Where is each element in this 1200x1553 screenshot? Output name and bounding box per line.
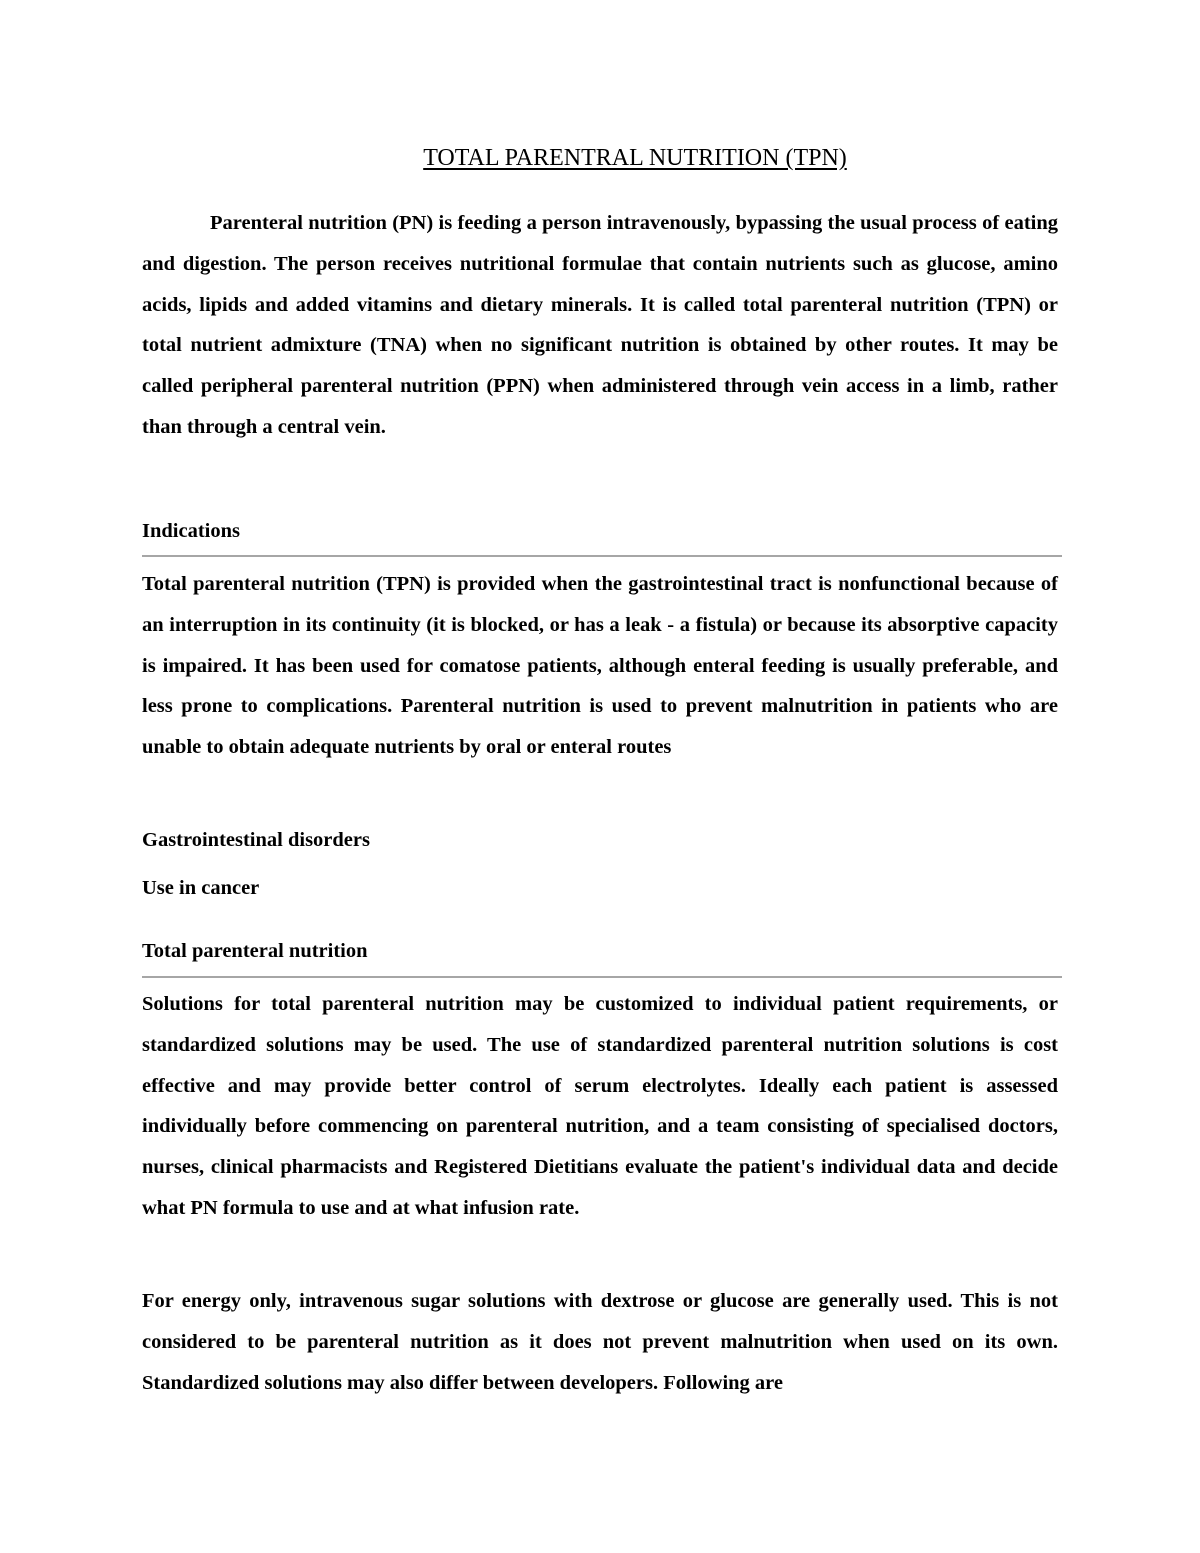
indications-item-use-in-cancer: Use in cancer bbox=[142, 877, 260, 899]
section-divider bbox=[142, 976, 1062, 978]
document-title: TOTAL PARENTRAL NUTRITION (TPN) bbox=[423, 145, 847, 171]
section-heading-indications: Indications bbox=[142, 520, 240, 542]
tpn-paragraph-energy: For energy only, intravenous sugar solutions with dextrose or glucose are generally used. This is not considered to be parenteral nutrition as it does not prevent malnutrition when used on its own. Standardized solutions may also differ between developers. Following are bbox=[142, 1290, 1058, 1394]
section-divider bbox=[142, 555, 1062, 557]
tpn-paragraph-solutions: Solutions for total parenteral nutrition may be customized to individual patient requirements, or standardized solutions may be used. The use of standardized parenteral nutrition solutions is cost effective and may provide better control of serum electrolytes. Ideally each patient is assessed individually before commencing on parenteral nutrition, and a team consisting of specialised doctors, nurses, clinical pharmacists and Registered Dietitians evaluate the patient's individual data and decide what PN formula to use and at what infusion rate. bbox=[142, 993, 1058, 1219]
indications-paragraph: Total parenteral nutrition (TPN) is provided when the gastrointestinal tract is nonfunctional because of an interruption in its continuity (it is blocked, or has a leak - a fistula) or because its absorptive capacity is impaired. It has been used for comatose patients, although enteral feeding is usually preferable, and less prone to complications. Parenteral nutrition is used to prevent malnutrition in patients who are unable to obtain adequate nutrients by oral or enteral routes bbox=[142, 573, 1058, 759]
indications-item-gastrointestinal-disorders: Gastrointestinal disorders bbox=[142, 829, 370, 851]
section-heading-total-parenteral-nutrition: Total parenteral nutrition bbox=[142, 940, 368, 962]
intro-paragraph: Parenteral nutrition (PN) is feeding a person intravenously, bypassing the usual process of eating and digestion. The person receives nutritional formulae that contain nutrients such as glucose, amino acids, lipids and added vitamins and dietary minerals. It is called total parenteral nutrition (TPN) or total nutrient admixture (TNA) when no significant nutrition is obtained by other routes. It may be called peripheral parenteral nutrition (PPN) when administered through vein access in a limb, rather than through a central vein. bbox=[142, 212, 1058, 438]
